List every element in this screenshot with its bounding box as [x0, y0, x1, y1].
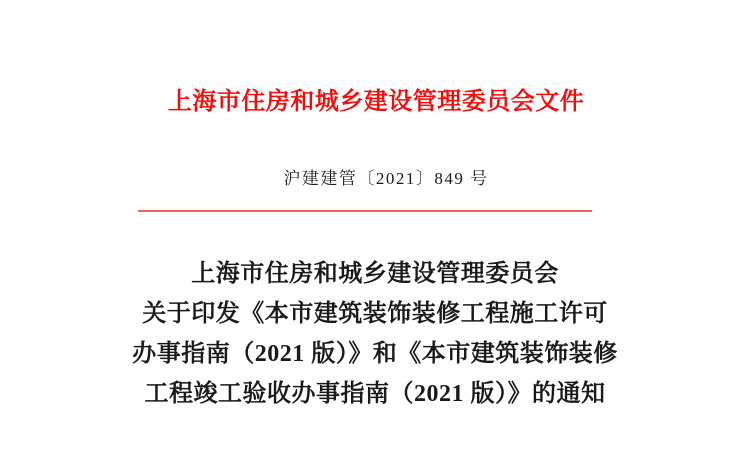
- notice-title: [0, 254, 750, 414]
- notice-title-line-3: 办事指南（2021 版）》和《本市建筑装饰装修: [132, 341, 618, 367]
- document-number: 沪建建管〔2021〕849 号: [283, 169, 489, 188]
- document-header-title: 上海市住房和城乡建设管理委员会文件: [167, 89, 585, 115]
- header-divider-rule: [138, 210, 592, 212]
- notice-title-line-4: 工程竣工验收办事指南（2021 版）》的通知: [144, 381, 606, 407]
- notice-title-line-1: 上海市住房和城乡建设管理委员会: [191, 261, 559, 287]
- notice-title-line-2: 关于印发《本市建筑装饰装修工程施工许可: [142, 301, 608, 327]
